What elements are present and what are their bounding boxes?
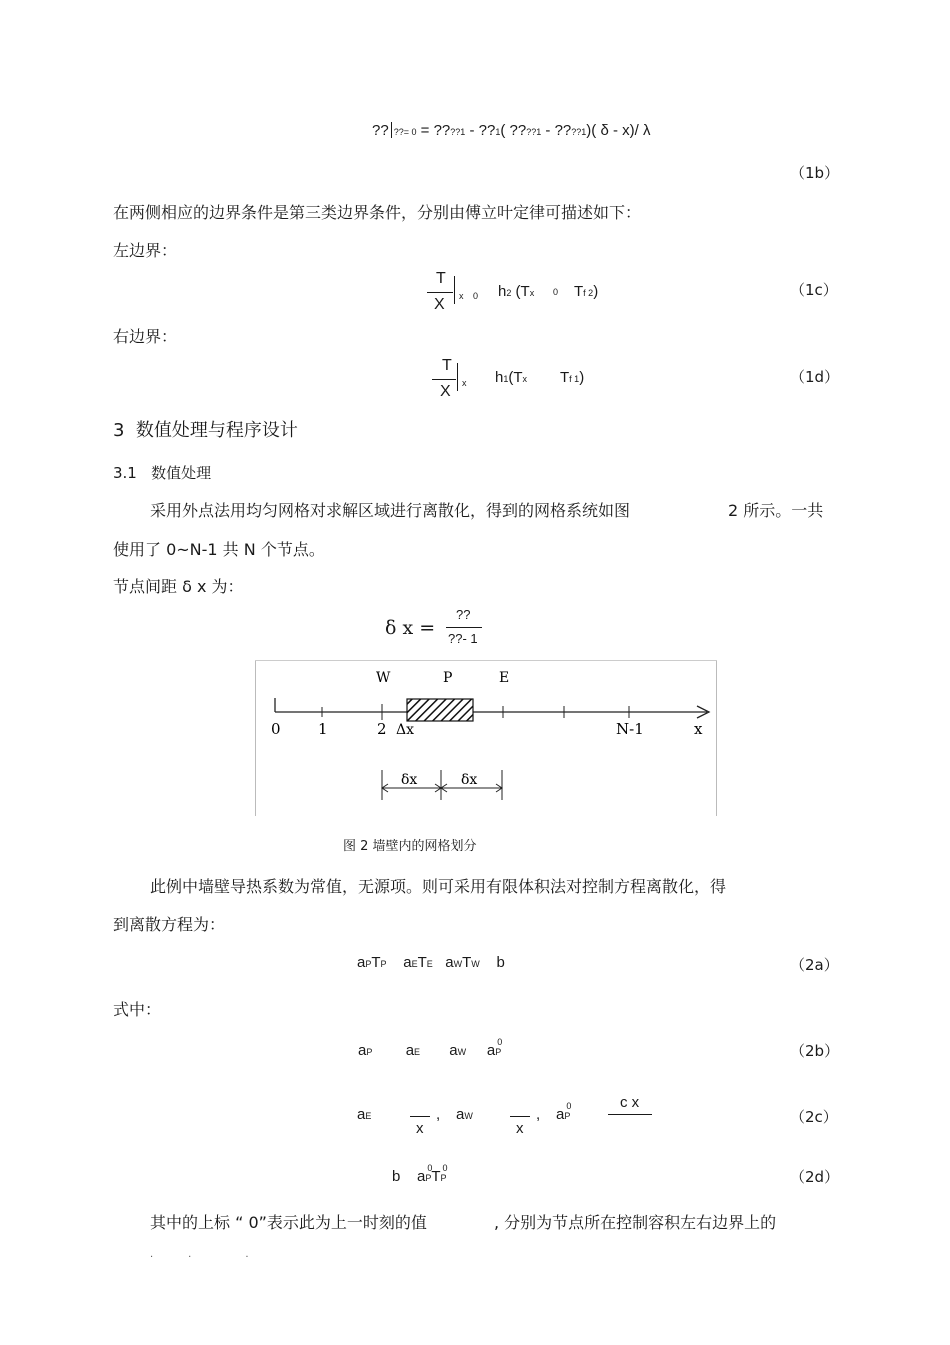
eq1c-numerator: T [436,270,446,287]
eq2c-number: （2c） [790,1108,838,1126]
eq1d-sub-x: x [462,378,467,388]
section-3-1-heading: 3.1 数值处理 [113,464,212,482]
eq1b-t3: ?? [509,122,527,139]
eq1d-h: h1(Tx [495,369,528,386]
eq1b-equals: = [420,122,430,139]
equation-1b: ?? ??= 0 = ????1 - ??1( ????1 - ????1)( δ - x)/ λ [372,122,651,139]
left-boundary-label: 左边界： [113,241,178,260]
eq2c-frac2-den: x [516,1120,524,1137]
cutoff-line-dots: · · · [150,1252,249,1263]
label-W: W [376,670,391,686]
eq2c-frac1-bar [410,1116,430,1117]
eq2a-number: （2a） [790,956,839,974]
eq2b-number: （2b） [790,1042,840,1060]
tick-label-1: 1 [318,720,328,738]
eq1c-h: h2 (Tx [498,283,535,300]
eq2c-aE: aE [357,1106,372,1123]
eq2c-aP0: aP 0 [556,1101,572,1123]
eq2c-cx: c x [620,1094,640,1111]
eq1d-fraction-bar [432,379,456,380]
equation-2a: aPTP aETE aWTW b [357,954,505,971]
eq-dx-fraction-bar [446,627,482,628]
tick-label-0: 0 [271,720,281,738]
eq1c-number: （1c） [790,281,838,299]
eq1b-bar [391,122,392,138]
paragraph-fvm-line1: 此例中墙壁导热系数为常值，无源项。则可采用有限体积法对控制方程离散化，得 [150,877,727,896]
eq1b-t1: ?? [433,122,451,139]
tick-label-2: 2 [377,720,387,738]
eq-dx-denominator: ??- 1 [448,631,478,646]
figure-caption: 图 2 墙壁内的网格划分 [343,839,477,854]
paragraph-mesh-line1a: 采用外点法用均匀网格对求解区域进行离散化，得到的网格系统如图 [150,501,631,520]
eq1c-sub-0: 0 [473,291,479,301]
dx-left-label: δx [401,772,418,788]
paragraph-fvm-line2: 到离散方程为： [113,915,226,934]
eq2c-comma1: , [436,1106,441,1123]
paragraph-boundary: 在两侧相应的边界条件是第三类边界条件，分别由傅立叶定律可描述如下： [113,203,642,222]
eq1c-zero: 0 [553,287,559,297]
eq1d-numerator: T [442,357,452,374]
eq1b-lhs: ?? [372,122,389,139]
eq1b-lhs-sub: ??= 0 [393,127,417,137]
eq1c-denominator: X [434,296,445,313]
control-volume-hatched [407,699,473,721]
label-E: E [499,670,510,686]
tick-label-n1: N-1 [616,720,644,738]
eq-dx-lhs: δ x = [385,617,436,639]
paragraph-last-a: 其中的上标 “ 0”表示此为上一时刻的值 [150,1213,427,1232]
equation-2d: b aP 0 TP 0 [392,1163,448,1185]
eq1d-denominator: X [440,383,451,400]
eq1c-fraction-bar [427,292,453,293]
eq1b-tail: )( δ - x)/ λ [586,122,651,139]
eq2c-aW: aW [456,1106,473,1123]
eq1c-tf: Tf 2) [574,283,599,300]
eq1c-sub-x: x [459,291,464,301]
eq1d-eval-bar [457,363,458,391]
eq2c-frac2-bar [510,1116,530,1117]
label-delta-cap: Δx [396,722,415,738]
dx-right-label: δx [461,772,478,788]
eq1b-t2: ?? [478,122,496,139]
figure-grid-division [255,660,717,816]
paragraph-mesh-line1b: 2 所示。一共 [728,501,824,520]
paragraph-spacing: 节点间距 δ x 为： [113,577,244,596]
tick-label-x: x [694,720,703,738]
label-P: P [443,670,453,686]
eq-dx-numerator: ?? [456,607,471,622]
where-label: 式中： [113,1000,162,1019]
section-3-heading: 3 数值处理与程序设计 [113,420,298,441]
eq2c-frac3-bar [608,1114,652,1115]
eq1c-eval-bar [454,276,455,304]
eq2c-comma2: , [536,1106,541,1123]
equation-2b: aP aE aW aP 0 [358,1037,503,1059]
paragraph-last-b: , 分别为节点所在控制容积左右边界上的 [494,1213,777,1232]
eq1d-number: （1d） [790,368,840,386]
eq1b-t4: ?? [554,122,572,139]
paragraph-mesh-line2: 使用了 0~N-1 共 N 个节点。 [113,540,325,559]
eq2c-frac1-den: x [416,1120,424,1137]
eq1d-tf: Tf 1) [560,369,585,386]
figure-grid-svg [255,660,717,816]
right-boundary-label: 右边界： [113,327,178,346]
eq1b-number: （1b） [790,164,840,182]
eq2d-number: （2d） [790,1168,840,1186]
